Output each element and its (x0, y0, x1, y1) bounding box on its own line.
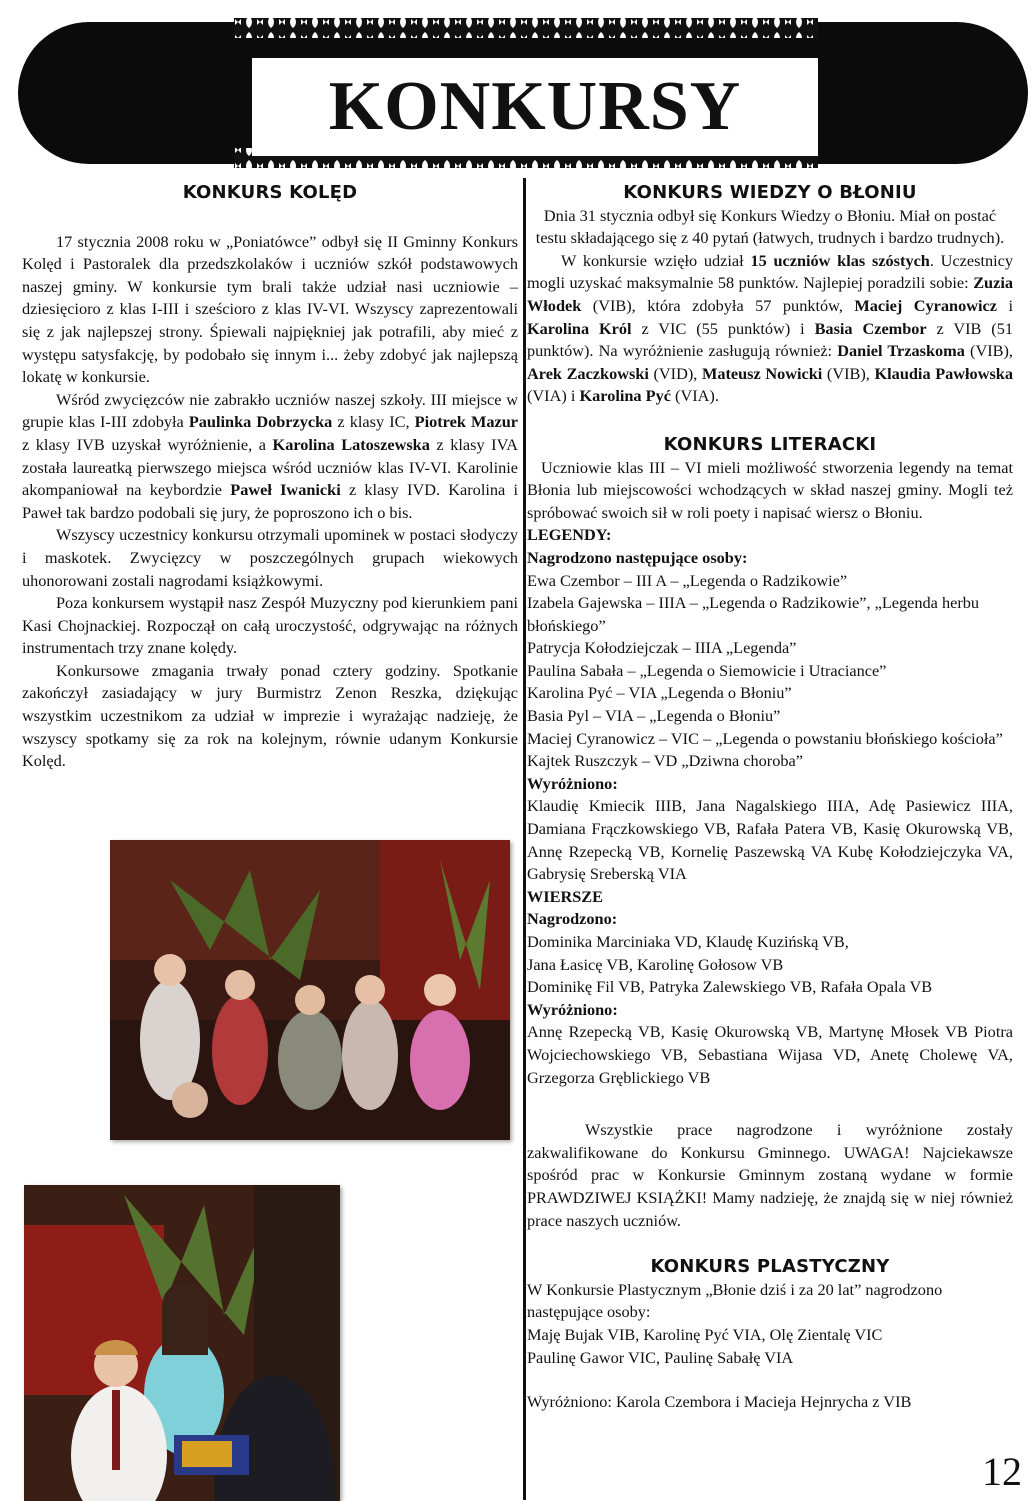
label-wyrozniono: Wyróżniono: (527, 999, 618, 1019)
paragraph: Klaudię Kmiecik IIIB, Jana Nagalskiego IIIA, Adę Pasiewicz IIIA, Damiana Frączkowskiego VB, Rafała Patera VB, Kasię Okurowską VB, Annę Rzepecką VB, Kornelię Paszewską VA Kubę Kołodziejczyka VA, Gabrysię Sreberską VIA (527, 796, 1013, 884)
list-item: Paulina Sabała – „Legenda o Siemowicie i Utraciance” (527, 660, 887, 680)
list-item: Dominikę Fil VB, Patryka Zalewskiego VB, Rafała Opala VB (527, 977, 933, 997)
heading-konkurs-wiedzy: KONKURS WIEDZY O BŁONIU (623, 182, 917, 203)
list-item: Paulinę Gawor VIC, Paulinę Sabałę VIA (527, 1347, 794, 1367)
photo-award-ceremony (24, 1185, 340, 1501)
list-item: Basia Pyl – VIA – „Legenda o Błoniu” (527, 706, 781, 726)
list-item: Kajtek Ruszczyk – VD „Dziwna choroba” (527, 751, 803, 771)
list-item: Dominika Marciniaka VD, Klaudę Kuzińską VB, (527, 932, 849, 951)
column-divider (523, 178, 526, 1500)
title-banner (18, 14, 1028, 172)
winner-name: Karolina Latoszewska (272, 434, 430, 454)
paragraph: Konkursowe zmagania trwały ponad cztery godziny. Spotkanie zakończył zasiadający w jury Burmistrz Zenon Reszka, dziękując wszystkim uczestnikom za udział w imprezie i wyrażając nadzieję, że wszyscy spotkamy się za rok na kolejnym, równie udanym Konkursie Kolęd. (22, 660, 518, 771)
label-wiersze: WIERSZE (527, 886, 604, 906)
list-item: Karolina Pyć – VIA „Legenda o Błoniu” (527, 683, 792, 703)
list-item: Izabela Gajewska – IIIA – „Legenda o Radzikowie”, „Legenda herbu błońskiego” (527, 593, 980, 635)
paragraph-wiedza-results: W konkursie wzięło udział 15 uczniów klas szóstych. Uczestnicy mogli uzyskać maksymalnie 58 punktów. Najlepiej poradzili sobie: Zuzia Włodek (VIB), która zdobyła 57 punktów, Maciej Cyranowicz i Karolina Król z VIC (55 punktów) i Basia Czembor z VIB (51 punktów). Na wyróżnienie zasługują również: Daniel Trzaskoma (VIB), Arek Zaczkowski (VID), Mateusz Nowicki (VIB), Klaudia Pawłowska (VIA) i Karolina Pyć (VIA). (527, 250, 1014, 406)
right-column (527, 182, 1013, 1414)
page-title: KONKURSY (252, 58, 818, 156)
paragraph: Wyróżniono: Karola Czembora i Macieja Hejnrycha z VIB (527, 1392, 912, 1412)
paragraph: Poza konkursem wystąpił nasz Zespół Muzyczny pod kierunkiem pani Kasi Chojnackiej. Rozpoczął on całą uroczystość, odgrywając na różnych instrumentach trzy znane kolędy. (22, 593, 518, 658)
page-number: 12 (982, 1449, 1022, 1494)
paragraph: Uczniowie klas III – VI mieli możliwość stworzenia legendy na temat Błonia lub miejscowości wchodzących w skład naszej gminy. Mogli też spróbować swoich sił w roli poety i napisać wiersz o Błoniu. (527, 457, 1013, 522)
winner-name: Piotrek Mazur (414, 412, 518, 432)
paragraph: 17 stycznia 2008 roku w „Poniatówce” odbył się II Gminny Konkurs Kolęd i Pastoralek dla przedszkolaków i uczniów szkół podstawowych naszej gminy. W konkursie tym brali także udział nasi uczniowie – dziesięcioro z klas I-III i sześcioro z klas IV-VI. Wszyscy zaprezentowali się z jak najlepszej strony. Śpiewali najpiękniej jak potrafili, aby mieć z występu satysfakcję, by podobało się innym i... żeby zdobyć jak najlepszą lokatę w konkursie. (22, 231, 518, 387)
list-item: Maję Bujak VIB, Karolinę Pyć VIA, Olę Zientalę VIC (527, 1324, 883, 1344)
paragraph: W Konkursie Plastycznym „Błonie dziś i za 20 lat” nagrodzono następujące osoby: (527, 1279, 943, 1322)
photo-children-singing (110, 840, 510, 1140)
list-item: Patrycja Kołodziejczak – IIIA „Legenda” (527, 638, 797, 658)
list-item: Ewa Czembor – III A – „Legenda o Radzikowie” (527, 570, 848, 590)
paragraph: Wszystkie prace nagrodzone i wyróżnione zostały zakwalifikowane do Konkursu Gminnego. UWAGA! Najciekawsze spośród prac w Konkursie Gminnym zostaną wydane w formie PRAWDZIWEJ KSIĄŻKI! Mamy nadzieję, że znajdą się w niej również prace naszych uczniów. (527, 1120, 1013, 1230)
paragraph: Dnia 31 stycznia odbył się Konkurs Wiedzy o Błoniu. Miał on postać testu składającego się z 40 pytań (łatwych, trudnych i bardzo trudnych). (535, 205, 1005, 248)
label-wyrozniono: Wyróżniono: (527, 773, 618, 793)
label-nagrodzono: Nagrodzono następujące osoby: (527, 547, 748, 567)
label-legendy: LEGENDY: (527, 525, 612, 545)
winner-name: Paulinka Dobrzycka (188, 412, 333, 432)
paragraph: Annę Rzepecką VB, Kasię Okurowską VB, Martynę Młosek VB Piotra Wojciechowskiego VB, Sebastiana Wijasa VD, Anetę Cholewę VA, Grzegorza Gręblickiego VB (527, 1022, 1013, 1087)
list-item: Jana Łasicę VB, Karolinę Gołosow VB (527, 954, 784, 974)
paragraph: Wszyscy uczestnicy konkursu otrzymali upominek w postaci słodyczy i maskotek. Zwycięzcy w poszczególnych grupach wiekowych uhonorowani zostali nagrodami książkowymi. (22, 525, 518, 590)
winner-name: Paweł Iwanicki (230, 480, 341, 500)
heading-konkurs-literacki: KONKURS LITERACKI (663, 433, 877, 455)
paragraph-winners: Wśród zwycięzców nie zabrakło uczniów naszej szkoły. III miejsce w grupie klas I-III zdobyła Paulinka Dobrzycka z klasy IC, Piotrek Mazur z klasy IVB uzyskał wyróżnienie, a Karolina Latoszewska z klasy IVA została laureatką pierwszego miejsca wśród uczniów klas IV-VI. Karolinie akompaniował na keybordzie Paweł Iwanicki z klasy IVD. Karolina i Paweł tak bardzo podobali się jury, że poproszono ich o bis. (22, 389, 518, 522)
list-item: Maciej Cyranowicz – VIC – „Legenda o powstaniu błońskiego kościoła” (527, 728, 1003, 748)
heading-konkurs-plastyczny: KONKURS PLASTYCZNY (650, 1256, 890, 1278)
left-column (22, 182, 518, 773)
label-nagrodzono: Nagrodzono: (527, 909, 618, 929)
heading-konkurs-koled: KONKURS KOLĘD (182, 182, 358, 203)
